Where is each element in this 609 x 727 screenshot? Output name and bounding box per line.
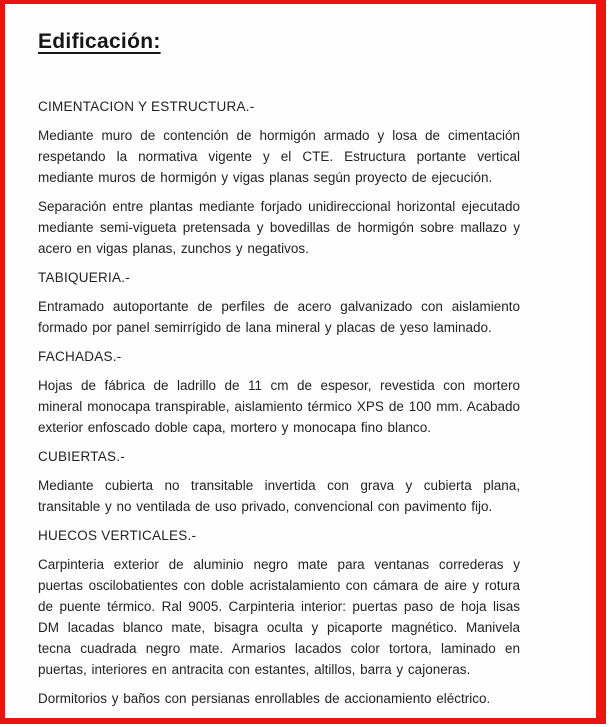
section-fachadas xyxy=(38,346,520,438)
paragraph-cubiertas-1: Mediante cubierta no transitable invertida con grava y cubierta plana, transitable y no ventilada de uso privado, convencional con pavimento fijo. xyxy=(38,478,520,514)
paragraph-fachadas-1: Hojas de fábrica de ladrillo de 11 cm de espesor, revestida con mortero mineral monocapa transpirable, aislamiento térmico XPS de 100 mm. Acabado exterior enfoscado doble capa, mortero y monocapa fino blanco. xyxy=(38,378,520,435)
section-heading-cubiertas: CUBIERTAS.- xyxy=(38,449,126,464)
paragraph-huecos-1: Carpinteria exterior de aluminio negro mate para ventanas correderas y puertas oscilobatientes con doble acristalamiento con cámara de aire y rotura de puente térmico. Ral 9005. Carpinteria interior: puertas paso de hoja lisas DM lacadas blanco mate, bisagra oculta y picaporte magnético. Manivela tecna cuadrada negro mate. Armarios lacados color tortora, laminado en puertas, interiores en antracita con estantes, altillos, barra y cajoneras. xyxy=(38,557,520,677)
page-title: Edificación: xyxy=(38,30,161,53)
section-cubiertas xyxy=(38,446,520,517)
section-huecos-verticales xyxy=(38,525,520,709)
section-heading-tabiqueria: TABIQUERIA.- xyxy=(38,270,131,285)
paragraph-cimentacion-2: Separación entre plantas mediante forjado unidireccional horizontal ejecutado mediante semi-vigueta pretensada y bovedillas de hormigón sobre mallazo y acero en vigas planas, zunchos y negativos. xyxy=(38,199,520,256)
paragraph-cimentacion-1: Mediante muro de contención de hormigón armado y losa de cimentación respetando la normativa vigente y el CTE. Estructura portante vertical mediante muros de hormigón y vigas planas según proyecto de ejecución. xyxy=(38,128,520,185)
section-tabiqueria xyxy=(38,267,520,338)
paragraph-huecos-2: Dormitorios y baños con persianas enrollables de accionamiento eléctrico. xyxy=(38,691,491,706)
paragraph-tabiqueria-1: Entramado autoportante de perfiles de acero galvanizado con aislamiento formado por panel semirrígido de lana mineral y placas de yeso laminado. xyxy=(38,299,520,335)
section-heading-cimentacion: CIMENTACION Y ESTRUCTURA.- xyxy=(38,99,255,114)
document-content xyxy=(5,4,596,709)
section-heading-fachadas: FACHADAS.- xyxy=(38,349,122,364)
section-cimentacion-y-estructura xyxy=(38,96,520,259)
section-heading-huecos-verticales: HUECOS VERTICALES.- xyxy=(38,528,197,543)
